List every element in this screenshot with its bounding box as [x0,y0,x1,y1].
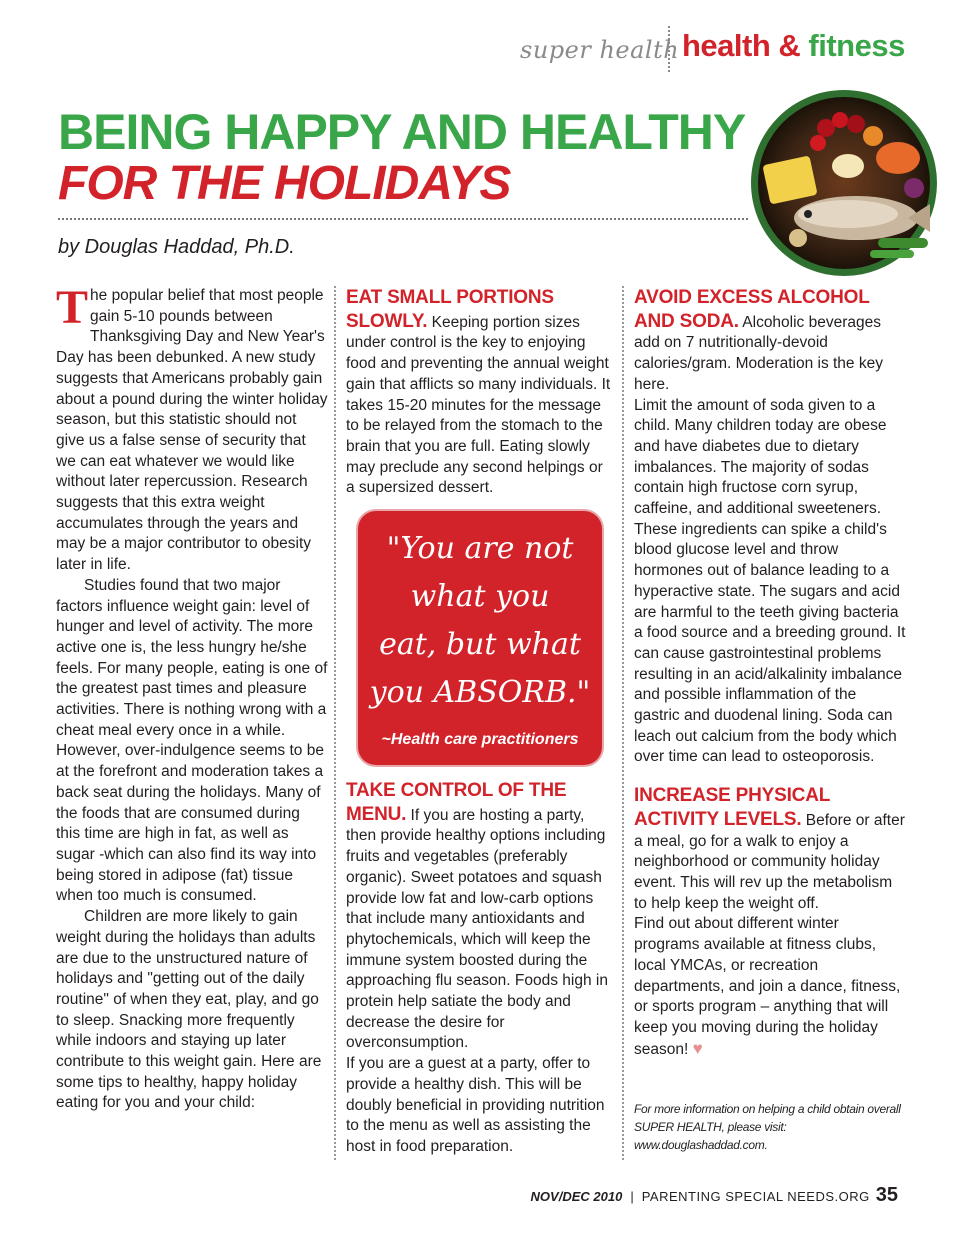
topic-ampersand: & [770,28,809,63]
tip-alcohol [634,286,906,396]
tip-alcohol-body: Alcoholic beverages add on 7 nutritionally-devoid calories/gram. Moderation is the key here. [634,313,883,393]
tip-activity-body: Before or after a meal, go for a walk to enjoy a neighborhood or community holiday event. This will rev up the metabolism to help keep the weight off. [634,811,905,912]
body-paragraph-2: Studies found that two major factors influence weight gain: level of hunger and level of activity. The more active one is, the less hungry he/she feels. For many people, eating is one of the greatest past times and pleasure activities. There is nothing wrong with a cheat meal every once in a while. However, over-indulgence seems to be at the forefront and moderation takes a back seat during the holidays. Many of the foods that are consumed during this time are high in fat, as well as sugar -which can also find its way into being stored in adipose (fat) tissue when too much is consumed. [56,576,328,905]
tip-activity-programs-text: Find out about different winter programs available at fitness clubs, local YMCAs, or recreation departments, and join a dance, fitness, or sports program – anything that will keep you moving during the holiday season! [634,915,901,1058]
tip-alcohol-heading: AVOID EXCESS ALCOHOL AND SODA. [634,287,870,332]
pull-quote-line2: what you [410,579,550,615]
heart-icon: ♥ [692,1038,703,1058]
intro-text: he popular belief that most people gain 5-10 pounds between Thanksgiving Day and New Year's Day has been debunked. A new study suggests that Americans probably gain about a pound during the winter holiday season, but this statistic should not give us a false sense of security that we can eat whatever we would like without later repercussion. Research suggests that this extra weight accumulates through the years and may be a major contributor to obesity later in life. [56,287,328,574]
pull-quote [358,511,602,765]
byline: by Douglas Haddad, Ph.D. [58,236,295,258]
article-column-1 [56,281,328,1114]
pull-quote-line3: eat, but what [379,627,581,663]
pull-quote-line4: you ABSORB." [369,675,591,711]
title-divider [58,218,748,220]
header-divider [668,26,670,72]
tip-menu [346,779,614,1054]
tip-portions-heading: EAT SMALL PORTIONS SLOWLY. [346,287,554,332]
tip-activity-heading: INCREASE PHYSICAL ACTIVITY LEVELS. [634,785,830,830]
article-title-line1: BEING HAPPY AND HEALTHY [58,104,746,160]
author-website-note: For more information on helping a child obtain overall SUPER HEALTH, please visit: www.douglashaddad.com. [634,1102,901,1153]
section-topic [682,28,905,64]
spacer [634,768,906,784]
page-footer [531,1184,898,1207]
article-column-3 [634,286,906,1154]
footer-separator: | [630,1189,634,1204]
series-label: super health [520,36,680,64]
intro-paragraph [56,281,328,576]
column-divider-1 [334,286,336,1160]
tip-portions-body: Keeping portion sizes under control is the key to enjoying food and preventing the annual weight gain that afflicts so many individuals. It takes 15-20 minutes for the message to be relayed from the stomach to the brain that you are full. Eating slowly may preclude any second helpings or a supersized dessert. [346,313,611,497]
column-divider-2 [622,286,624,1160]
publication-site: PARENTING SPECIAL NEEDS.ORG [641,1189,870,1204]
tip-soda: Limit the amount of soda given to a child. Many children today are obese and have diabetes due to dietary imbalances. The majority of sodas contain high fructose corn syrup, caffeine, and additional sweeteners. These ingredients can spike a child's blood glucose level and throw hormones out of balance leading to a hyperactive state. The sugars and acid are harmful to the teeth giving bacteria a food source and a breeding ground. It can cause gastrointestinal problems resulting in an acid/alkalinity imbalance and possible inflammation of the gastric and duodenal lining. Soda can leach out calcium from the body which over time can lead to osteoporosis. [634,396,906,766]
topic-fitness: fitness [808,28,905,63]
topic-health: health [682,28,771,63]
food-platter-photo [738,88,950,278]
tip-activity [634,784,906,914]
pull-quote-attribution: ~Health care practitioners [381,731,579,749]
tip-portions [346,286,614,499]
issue-date: NOV/DEC 2010 [530,1189,623,1204]
tip-activity-programs [634,914,906,1060]
tip-menu-body: If you are hosting a party, then provide healthy options including fruits and vegetables (preferably organic). Sweet potatoes and squash provide low fat and low-carb options that include many antioxidants and phytochemicals, which will keep the immune system boosted during the approaching flu season. Foods high in protein help satiate the body and decrease the desire for overconsumption. [346,806,608,1052]
tip-menu-guest: If you are a guest at a party, offer to provide a healthy dish. This will be doubly beneficial in providing nutrition to the menu as well as assisting the host in food preparation. [346,1055,605,1155]
section-header [520,26,920,76]
pull-quote-line1: "You are not [386,531,574,567]
page-number: 35 [875,1184,898,1206]
article-title-line2: FOR THE HOLIDAYS [58,157,511,210]
body-paragraph-3: Children are more likely to gain weight during the holidays than adults are due to the unstructured nature of holidays and "getting out of the daily routine" of when they eat, play, and go to sleep. Snacking more frequently while indoors and staying up later contribute to this weight gain. Here are some tips to healthy, happy holiday eating for you and your child: [56,908,322,1112]
tip-menu-heading: TAKE CONTROL OF THE MENU. [346,780,567,825]
article-column-2 [346,286,614,1158]
drop-cap: T [56,281,89,334]
